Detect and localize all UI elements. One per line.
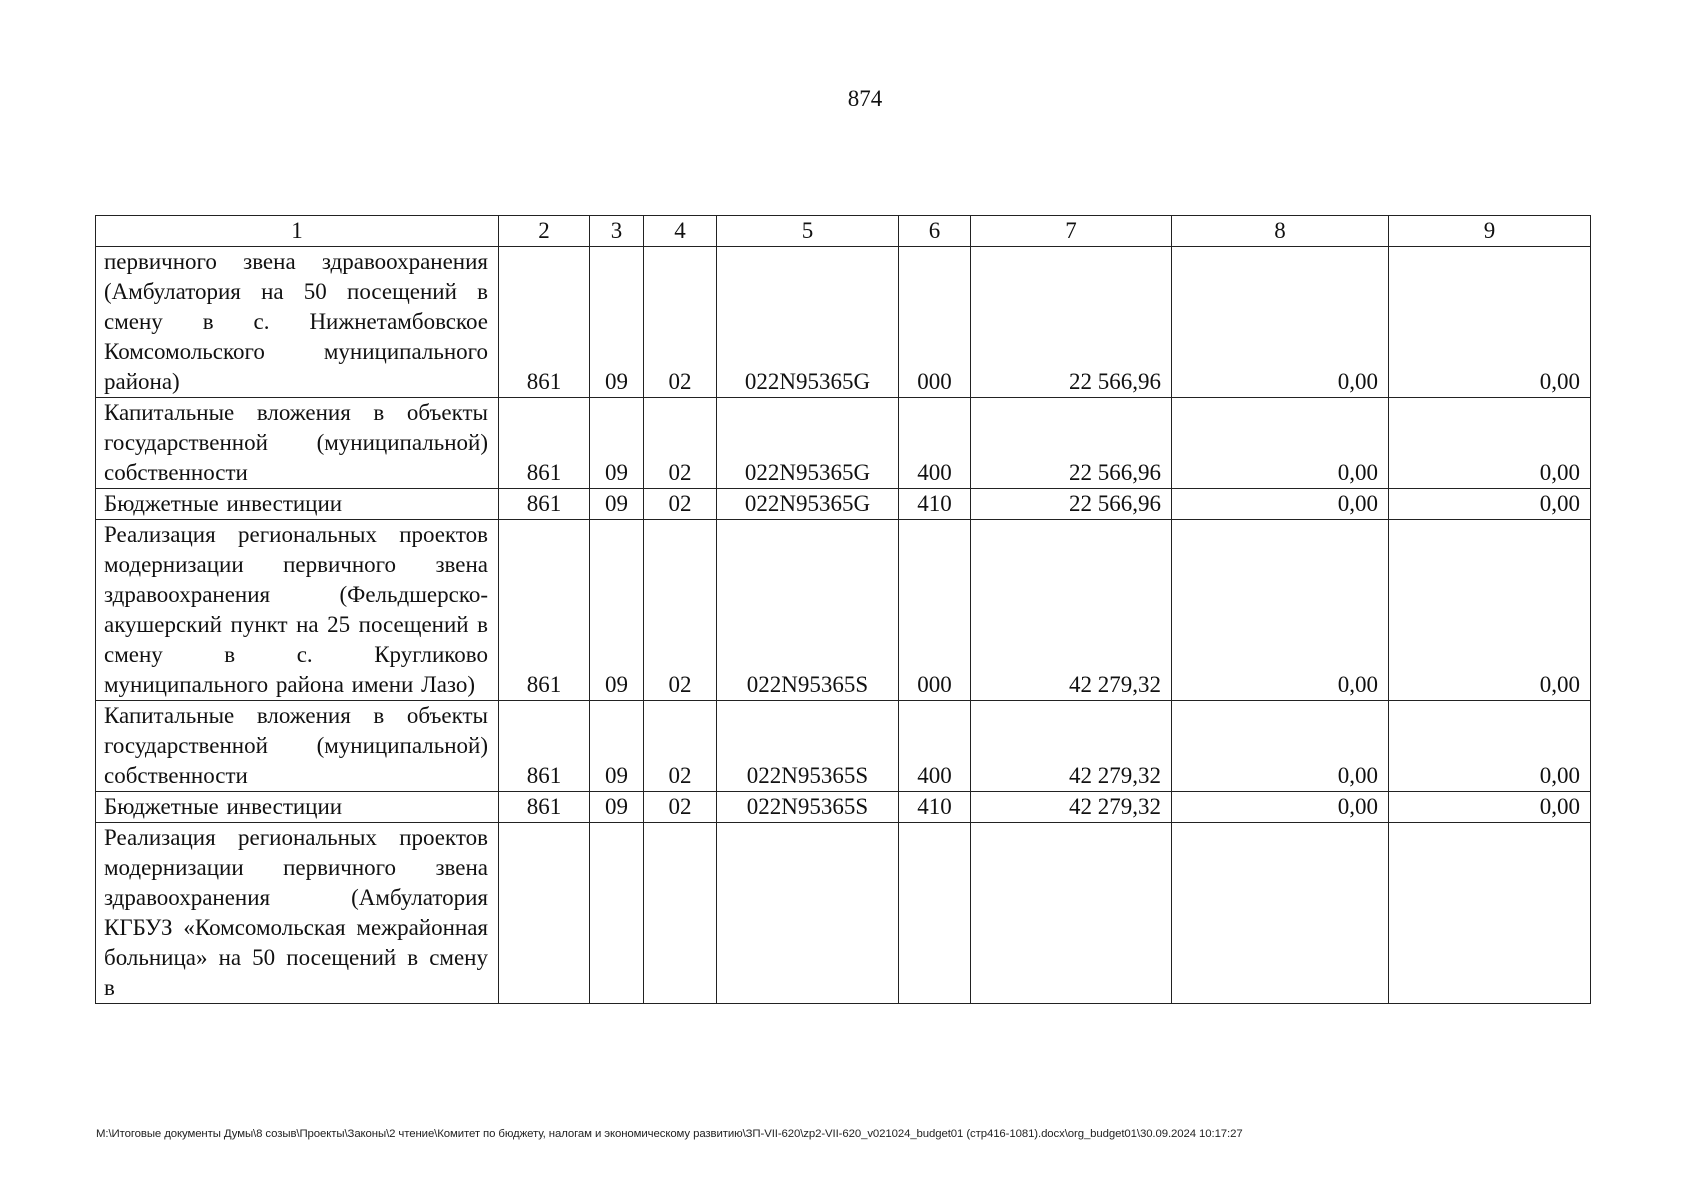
row-amount-1: 42 279,32 [971, 701, 1172, 792]
row-amount-3: 0,00 [1389, 520, 1591, 701]
page-number: 874 [847, 86, 883, 111]
table-row [96, 247, 1591, 398]
row-target-article: 022N95365G [717, 247, 899, 398]
row-amount-2: 0,00 [1172, 489, 1389, 520]
row-name: Реализация региональных проектов модернизации первичного звена здравоохранения (Фельдшерско-акушерский пункт на 25 посещений в смену в с. Кругликово муниципального района имени Лазо) [96, 520, 499, 701]
row-admin-code: 861 [499, 701, 590, 792]
row-amount-3 [1389, 823, 1591, 1004]
row-target-article: 022N95365S [717, 520, 899, 701]
row-expense-type: 410 [899, 489, 971, 520]
row-amount-1: 42 279,32 [971, 520, 1172, 701]
row-amount-1: 42 279,32 [971, 792, 1172, 823]
row-section: 09 [590, 520, 644, 701]
row-expense-type [899, 823, 971, 1004]
row-subsection: 02 [644, 792, 717, 823]
row-target-article: 022N95365G [717, 489, 899, 520]
row-section: 09 [590, 701, 644, 792]
row-amount-3: 0,00 [1389, 398, 1591, 489]
row-amount-2: 0,00 [1172, 792, 1389, 823]
row-expense-type: 000 [899, 520, 971, 701]
row-section [590, 823, 644, 1004]
header-row [96, 216, 1591, 247]
row-amount-1: 22 566,96 [971, 398, 1172, 489]
row-admin-code: 861 [499, 247, 590, 398]
footer-file-path: M:\Итоговые документы Думы\8 созыв\Проекты\Законы\2 чтение\Комитет по бюджету, налогам и экономическому развитию\ЗП-VII-620\zp2-VII-620_v021024_budget01 (стр416-1081).docx\org_budget01\30.09.2024 10:17:27 [96, 1128, 1243, 1140]
table-row [96, 520, 1591, 701]
row-name: Капитальные вложения в объекты государственной (муниципальной) собственности [96, 701, 499, 792]
table-row [96, 792, 1591, 823]
row-expense-type: 410 [899, 792, 971, 823]
row-subsection: 02 [644, 520, 717, 701]
table-row [96, 398, 1591, 489]
row-amount-1: 22 566,96 [971, 489, 1172, 520]
row-section: 09 [590, 792, 644, 823]
budget-table [95, 215, 1591, 1004]
row-name: Бюджетные инвестиции [96, 489, 499, 520]
row-amount-1 [971, 823, 1172, 1004]
header-cell-6: 6 [899, 216, 971, 247]
row-subsection [644, 823, 717, 1004]
row-amount-3: 0,00 [1389, 247, 1591, 398]
row-name: Реализация региональных проектов модернизации первичного звена здравоохранения (Амбулатория КГБУЗ «Комсомольская межрайонная больница» на 50 посещений в смену в [96, 823, 499, 1004]
row-target-article: 022N95365G [717, 398, 899, 489]
header-cell-5: 5 [717, 216, 899, 247]
table-row [96, 823, 1591, 1004]
table-row [96, 701, 1591, 792]
row-amount-2: 0,00 [1172, 520, 1389, 701]
row-amount-3: 0,00 [1389, 489, 1591, 520]
row-admin-code [499, 823, 590, 1004]
row-target-article [717, 823, 899, 1004]
row-amount-2: 0,00 [1172, 398, 1389, 489]
row-admin-code: 861 [499, 489, 590, 520]
row-target-article: 022N95365S [717, 792, 899, 823]
row-amount-3: 0,00 [1389, 792, 1591, 823]
row-expense-type: 400 [899, 398, 971, 489]
row-name: Капитальные вложения в объекты государственной (муниципальной) собственности [96, 398, 499, 489]
row-subsection: 02 [644, 398, 717, 489]
row-section: 09 [590, 489, 644, 520]
row-expense-type: 400 [899, 701, 971, 792]
row-section: 09 [590, 398, 644, 489]
row-admin-code: 861 [499, 398, 590, 489]
row-amount-2: 0,00 [1172, 701, 1389, 792]
row-expense-type: 000 [899, 247, 971, 398]
row-amount-3: 0,00 [1389, 701, 1591, 792]
row-subsection: 02 [644, 247, 717, 398]
header-cell-8: 8 [1172, 216, 1389, 247]
table-row [96, 489, 1591, 520]
header-cell-1: 1 [96, 216, 499, 247]
row-admin-code: 861 [499, 792, 590, 823]
header-cell-4: 4 [644, 216, 717, 247]
row-admin-code: 861 [499, 520, 590, 701]
row-amount-2: 0,00 [1172, 247, 1389, 398]
row-name: Бюджетные инвестиции [96, 792, 499, 823]
row-subsection: 02 [644, 489, 717, 520]
row-name: первичного звена здравоохранения (Амбулатория на 50 посещений в смену в с. Нижнетамбовское Комсомольского муниципального района) [96, 247, 499, 398]
header-cell-7: 7 [971, 216, 1172, 247]
header-cell-2: 2 [499, 216, 590, 247]
row-section: 09 [590, 247, 644, 398]
row-amount-2 [1172, 823, 1389, 1004]
header-cell-3: 3 [590, 216, 644, 247]
header-cell-9: 9 [1389, 216, 1591, 247]
row-amount-1: 22 566,96 [971, 247, 1172, 398]
row-target-article: 022N95365S [717, 701, 899, 792]
row-subsection: 02 [644, 701, 717, 792]
